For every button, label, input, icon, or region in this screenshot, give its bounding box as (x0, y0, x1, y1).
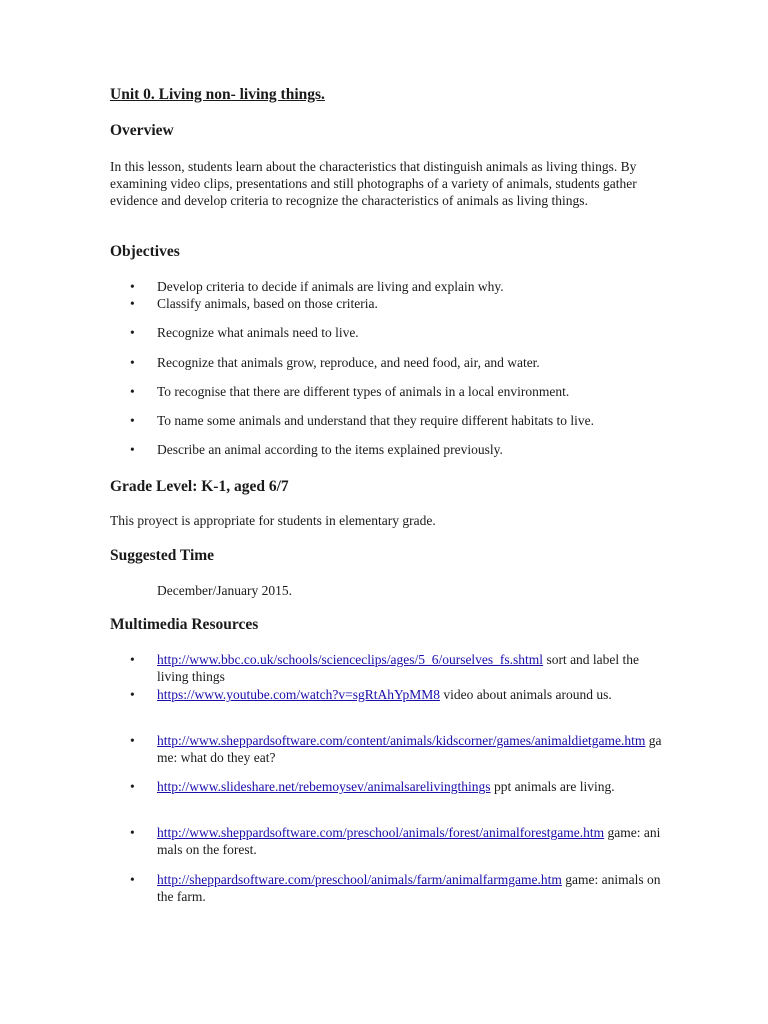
resource-link[interactable]: http://www.sheppardsoftware.com/content/animals/kidscorner/games/animaldietgame.htm (157, 733, 646, 748)
resource-link[interactable]: https://www.youtube.com/watch?v=sgRtAhYpMM8 (157, 687, 440, 702)
bullet-icon: • (130, 325, 135, 340)
objective-item: • Develop criteria to decide if animals are living and explain why. (130, 279, 504, 294)
overview-text: In this lesson, students learn about the characteristics that distinguish animals as living things. By examining video clips, presentations and still photographs of a variety of animals, students gather evidence and develop criteria to recognize the characteristics of animals as living things. (110, 159, 637, 208)
bullet-icon: • (130, 652, 135, 667)
resource-item (130, 651, 670, 685)
objective-item: • Recognize what animals need to live. (130, 325, 359, 340)
resource-description: game: animals on the forest. (157, 825, 661, 857)
bullet-icon: • (130, 384, 135, 399)
resource-link[interactable]: http://sheppardsoftware.com/preschool/animals/farm/animalfarmgame.htm (157, 872, 562, 887)
bullet-icon: • (130, 279, 135, 294)
resource-description: ppt animals are living. (490, 779, 615, 794)
resource-item (130, 778, 670, 795)
bullet-icon: • (130, 687, 135, 702)
resource-link[interactable]: http://www.slideshare.net/rebemoysev/animalsarelivingthings (157, 779, 491, 794)
grade-text: This proyect is appropriate for students in elementary grade. (110, 513, 436, 528)
bullet-icon: • (130, 825, 135, 840)
time-heading: Suggested Time (110, 547, 215, 564)
resource-description: sort and label the living things (157, 652, 640, 684)
resource-description: video about animals around us. (439, 687, 612, 702)
page-title: Unit 0. Living non- living things. (110, 86, 325, 103)
grade-heading: Grade Level: K-1, aged 6/7 (110, 478, 289, 495)
bullet-icon: • (130, 872, 135, 887)
objective-item: • Describe an animal according to the items explained previously. (130, 442, 503, 457)
bullet-icon: • (130, 779, 135, 794)
objective-item: • Recognize that animals grow, reproduce, and need food, air, and water. (130, 355, 540, 370)
resources-heading: Multimedia Resources (110, 616, 259, 633)
bullet-icon: • (130, 413, 135, 428)
resource-link[interactable]: http://www.bbc.co.uk/schools/scienceclips/ages/5_6/ourselves_fs.shtml (157, 652, 544, 667)
resource-item (130, 871, 670, 905)
resource-description: game: what do they eat? (157, 733, 662, 765)
resource-item (130, 824, 670, 858)
resource-link[interactable]: http://www.sheppardsoftware.com/preschool/animals/forest/animalforestgame.htm (157, 825, 605, 840)
time-text: December/January 2015. (157, 583, 292, 598)
bullet-icon: • (130, 442, 135, 457)
bullet-icon: • (130, 733, 135, 748)
bullet-icon: • (130, 355, 135, 370)
overview-heading: Overview (110, 122, 174, 139)
bullet-icon: • (130, 296, 135, 311)
objective-item: • Classify animals, based on those criteria. (130, 296, 378, 311)
resource-item (130, 732, 670, 766)
objective-item: • To recognise that there are different types of animals in a local environment. (130, 384, 570, 399)
resource-description: game: animals on the farm. (157, 872, 661, 904)
objectives-heading: Objectives (110, 243, 180, 260)
resource-item (130, 686, 670, 703)
objective-item: • To name some animals and understand that they require different habitats to live. (130, 413, 595, 428)
